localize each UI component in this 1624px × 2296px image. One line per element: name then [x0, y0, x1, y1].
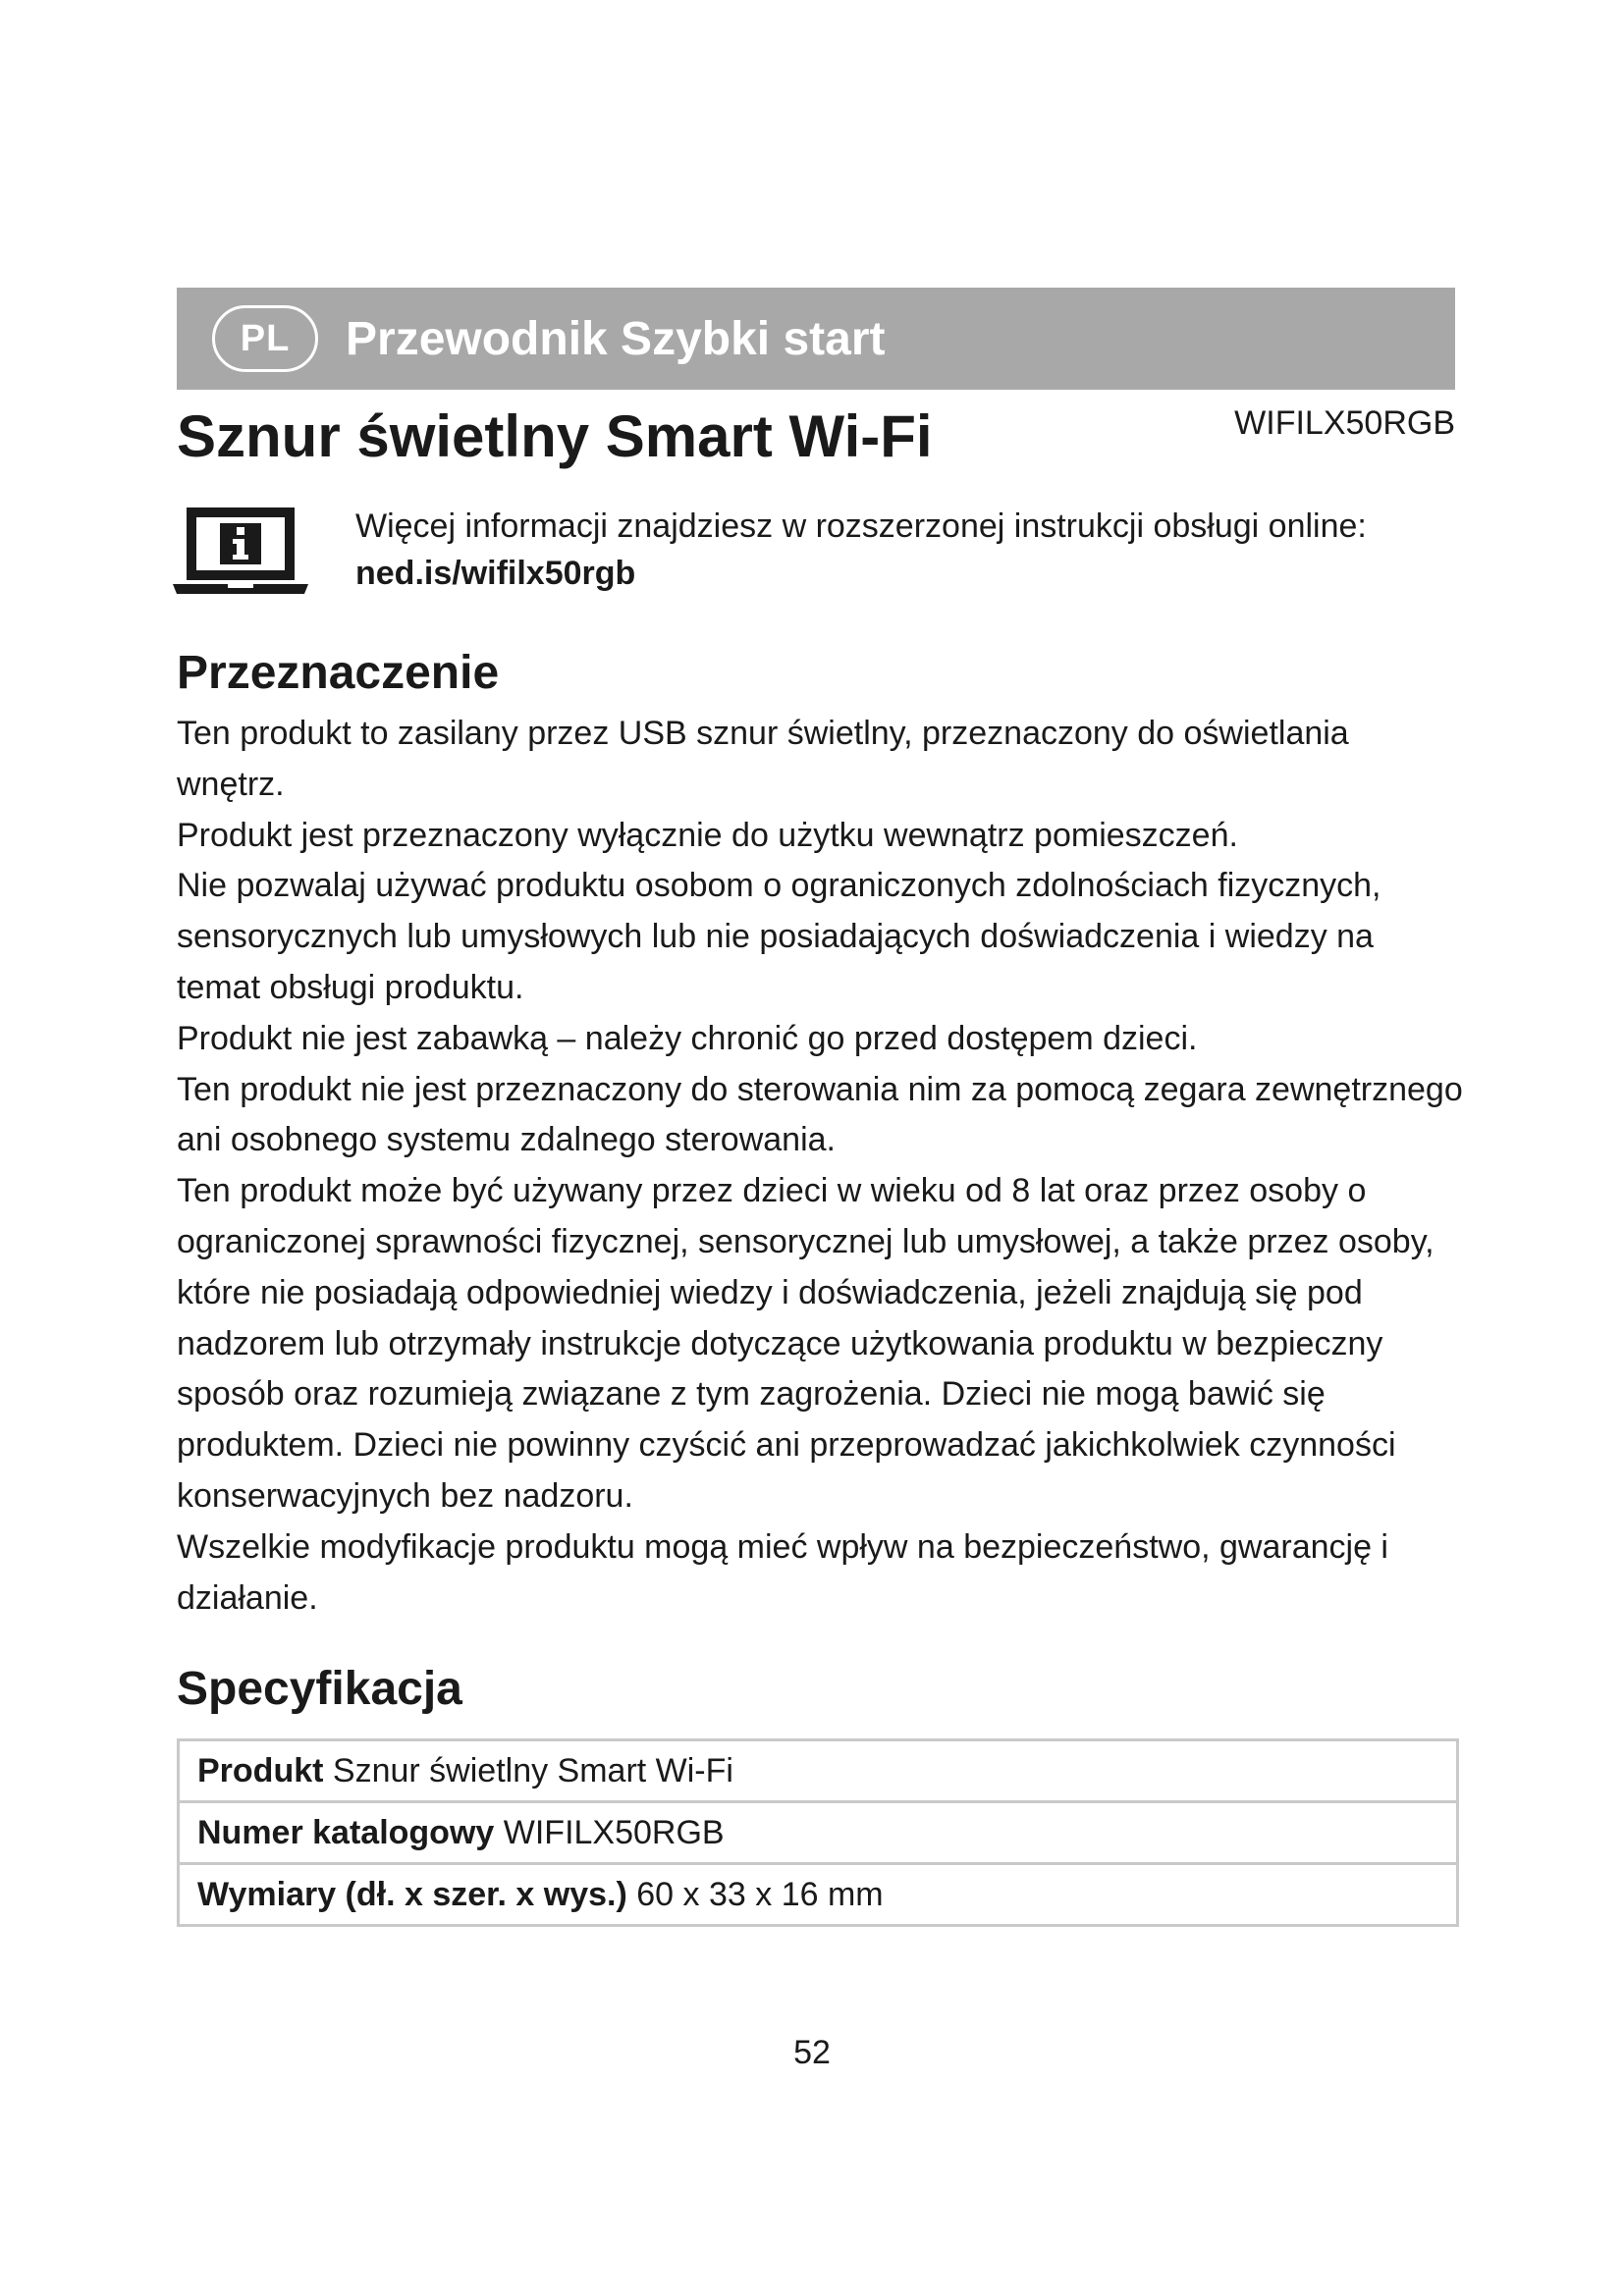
paragraph: Produkt jest przeznaczony wyłącznie do użytku wewnątrz pomieszczeń.	[177, 816, 1238, 854]
product-title: Sznur świetlny Smart Wi-Fi	[177, 403, 933, 469]
intended-use-text	[177, 709, 1463, 1624]
specification-table	[177, 1738, 1459, 1927]
paragraph: Ten produkt może być używany przez dzieci w wieku od 8 lat oraz przez osoby o ograniczonej sprawności fizycznej, sensorycznej lub umysłowej, a także przez osoby, które nie posiadają odpowiedniej wiedzy i doświadczenia, jeżeli znajdują się pod nadzorem lub otrzymały instrukcje dotyczące użytkowania produktu w bezpieczny sposób oraz rozumieją związane z tym zagrożenia. Dzieci nie mogą bawić się produktem. Dzieci nie powinny czyścić ani przeprowadzać jakichkolwiek czynności konserwacyjnych bez nadzoru.	[177, 1172, 1435, 1515]
specification-heading: Specyfikacja	[177, 1663, 462, 1715]
page-number: 52	[793, 2034, 831, 2071]
paragraph: Wszelkie modyfikacje produktu mogą mieć wpływ na bezpieczeństwo, gwarancję i działanie.	[177, 1527, 1388, 1617]
language-badge: PL	[212, 305, 318, 372]
model-code: WIFILX50RGB	[1234, 404, 1455, 442]
paragraph: Nie pozwalaj używać produktu osobom o ograniczonych zdolnościach fizycznych, sensorycznych lub umysłowych lub nie posiadających doświadczenia i wiedzy na temat obsługi produktu.	[177, 867, 1381, 1006]
spec-value: WIFILX50RGB	[503, 1813, 725, 1851]
spec-label: Wymiary (dł. x szer. x wys.)	[197, 1875, 627, 1913]
guide-banner	[177, 288, 1455, 390]
paragraph: Ten produkt to zasilany przez USB sznur świetlny, przeznaczony do oświetlania wnętrz.	[177, 715, 1349, 803]
spec-value: Sznur świetlny Smart Wi-Fi	[332, 1751, 733, 1789]
spec-label: Numer katalogowy	[197, 1813, 495, 1851]
online-info	[355, 503, 1465, 597]
guide-title: Przewodnik Szybki start	[346, 312, 886, 365]
spec-cell	[179, 1864, 1458, 1926]
online-info-link[interactable]: ned.is/wifilx50rgb	[355, 555, 636, 592]
spec-cell	[179, 1740, 1458, 1802]
laptop-info-icon	[173, 506, 308, 596]
table-row	[179, 1740, 1458, 1802]
spec-cell	[179, 1802, 1458, 1864]
paragraph: Ten produkt nie jest przeznaczony do sterowania nim za pomocą zegara zewnętrznego ani osobnego systemu zdalnego sterowania.	[177, 1070, 1463, 1159]
table-row	[179, 1802, 1458, 1864]
spec-label: Produkt	[197, 1751, 324, 1789]
online-info-text: Więcej informacji znajdziesz w rozszerzonej instrukcji obsługi online:	[355, 507, 1367, 545]
intended-use-heading: Przeznaczenie	[177, 647, 500, 699]
spec-value: 60 x 33 x 16 mm	[636, 1875, 884, 1913]
paragraph: Produkt nie jest zabawką – należy chronić go przed dostępem dzieci.	[177, 1019, 1198, 1057]
table-row	[179, 1864, 1458, 1926]
